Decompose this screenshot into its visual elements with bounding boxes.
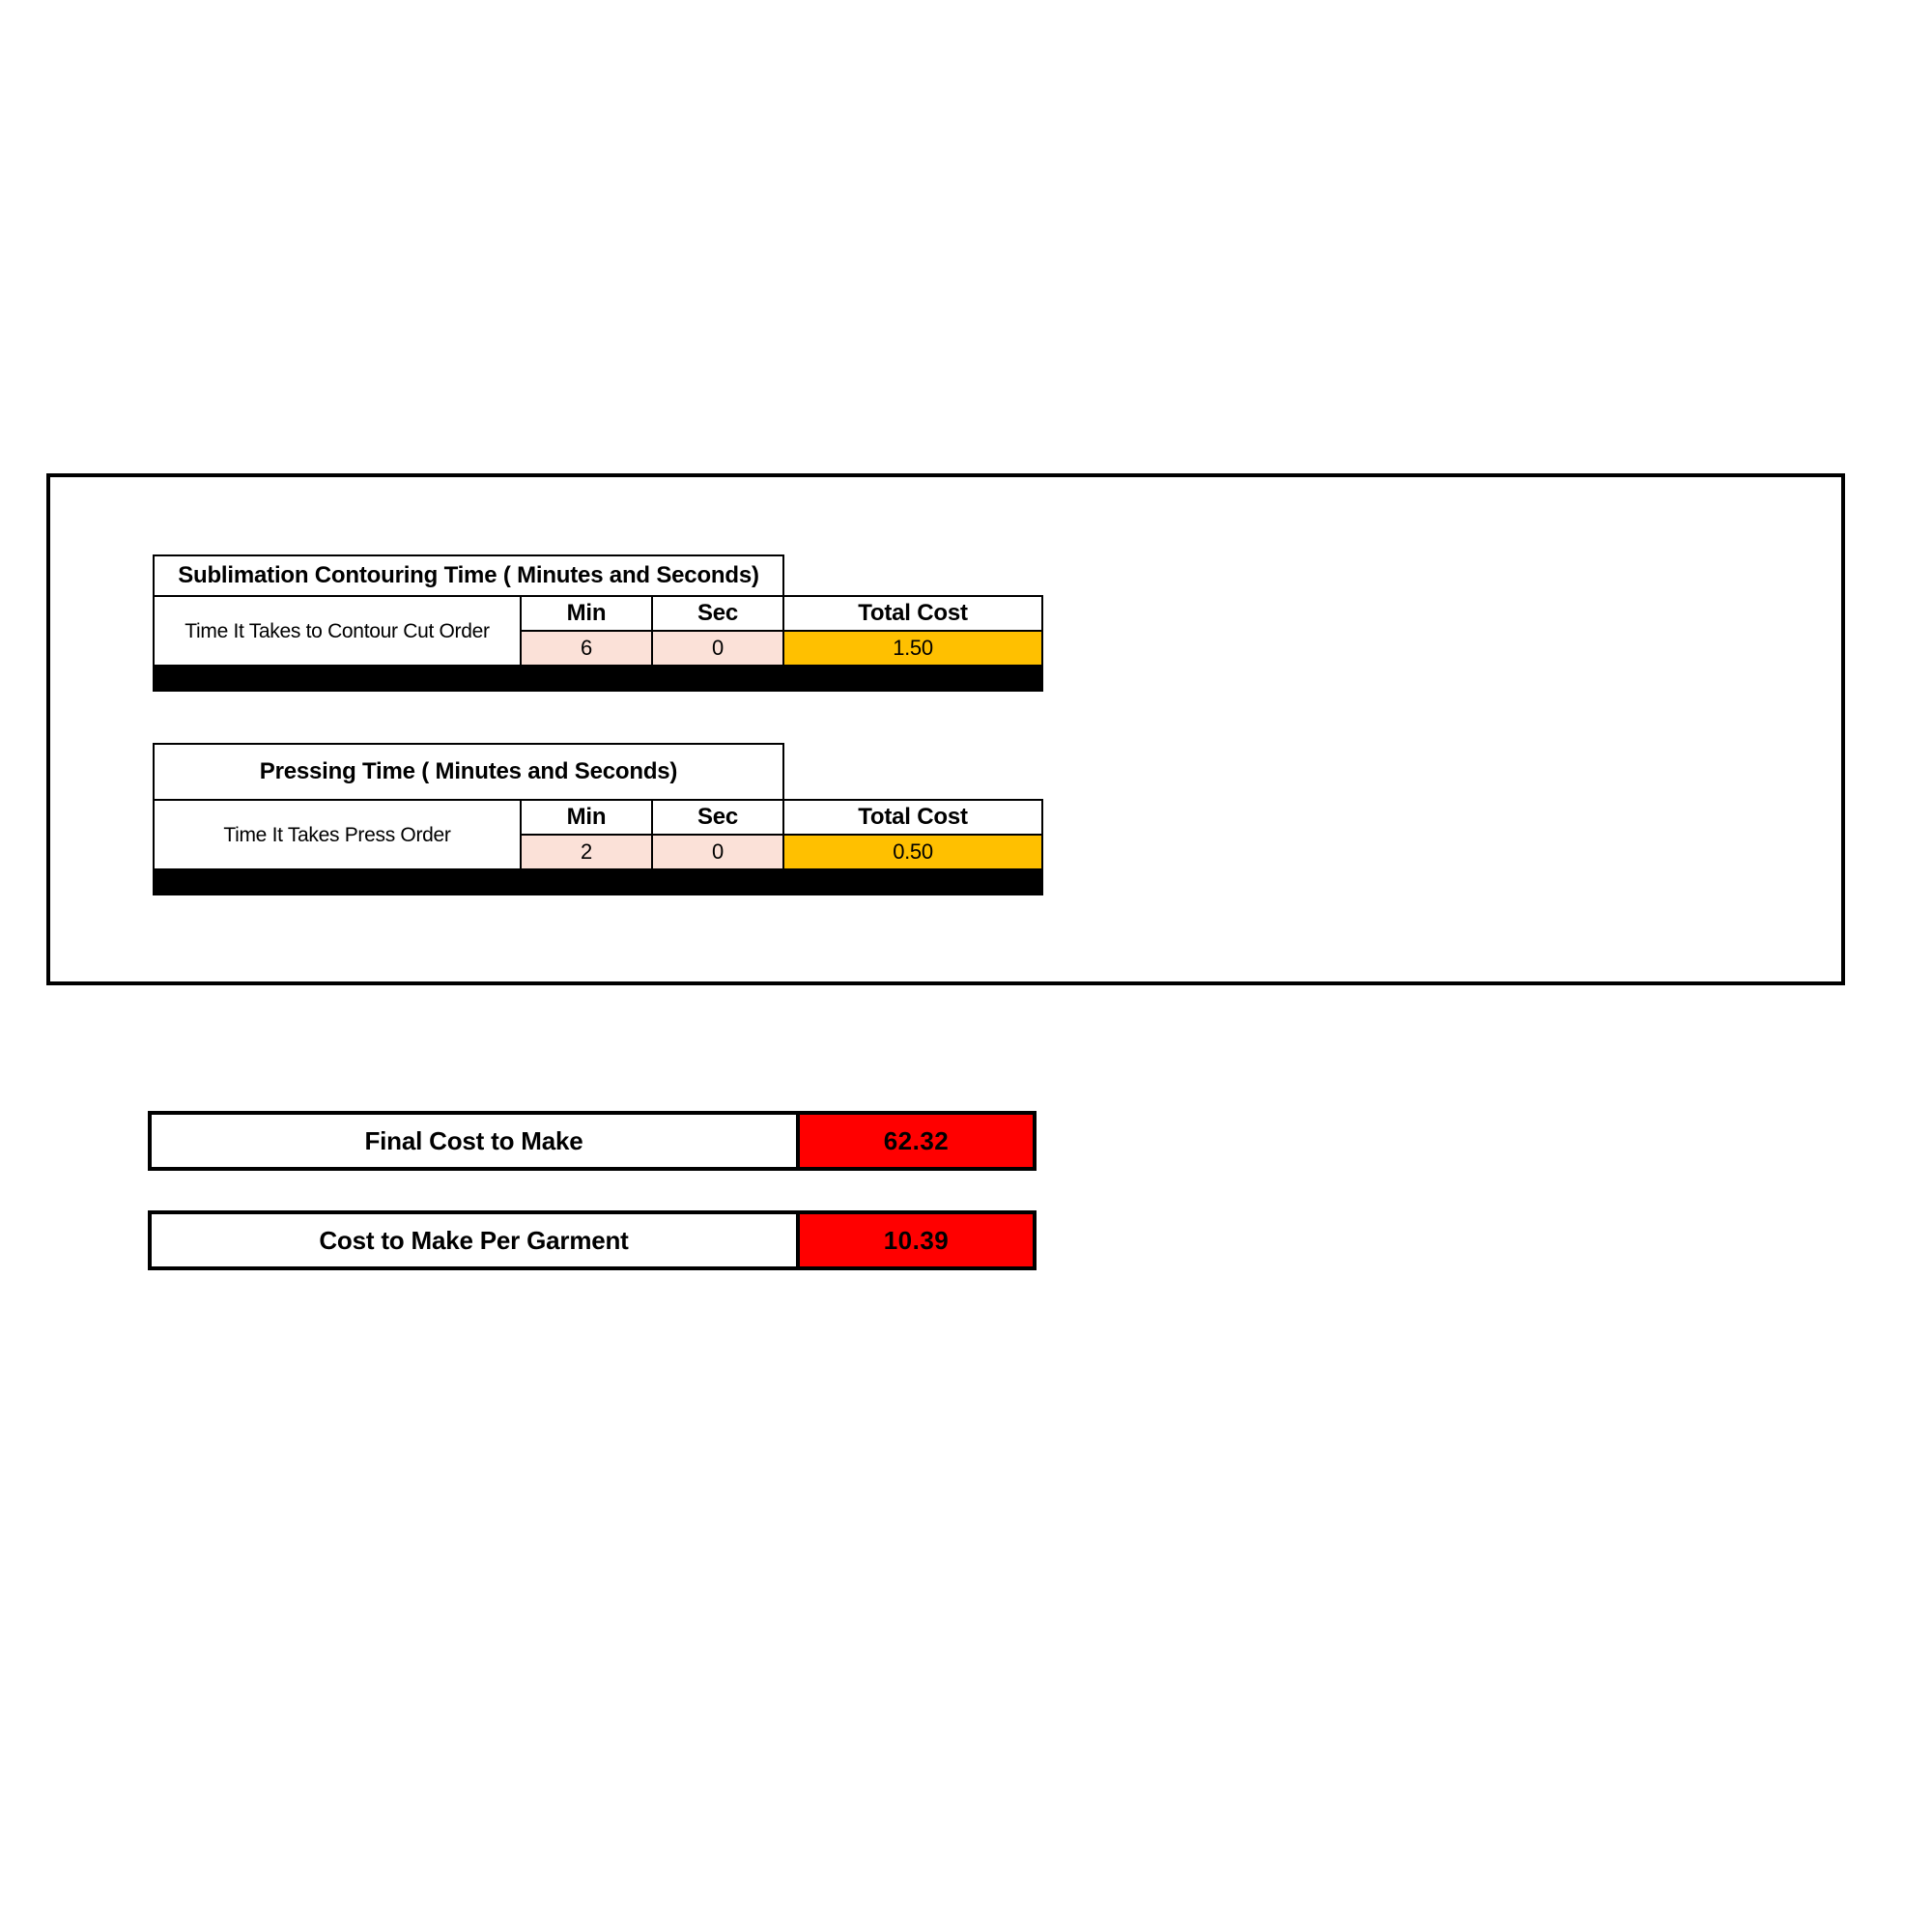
divider-cell <box>521 666 652 691</box>
cost-per-garment-label: Cost to Make Per Garment <box>319 1225 629 1255</box>
cost-inputs-panel <box>46 473 1845 985</box>
sublimation-sec-value[interactable]: 0 <box>652 631 783 666</box>
sublimation-contouring-time-table <box>153 554 1043 692</box>
divider-cell <box>521 869 652 895</box>
spacer-cell <box>783 555 1042 596</box>
final-cost-to-make-value: 62.32 <box>796 1115 1033 1167</box>
pressing-total-cost-value: 0.50 <box>783 835 1042 869</box>
table-row <box>154 596 1042 631</box>
sublimation-row-label: Time It Takes to Contour Cut Order <box>154 596 521 666</box>
table-row <box>154 744 1042 800</box>
sublimation-divider-bar <box>154 666 1042 691</box>
table-row <box>154 555 1042 596</box>
divider-cell <box>652 869 783 895</box>
column-header-sec: Sec <box>652 596 783 631</box>
spacer-cell <box>783 744 1042 800</box>
pressing-sec-value[interactable]: 0 <box>652 835 783 869</box>
column-header-min: Min <box>521 596 652 631</box>
final-cost-to-make-label: Final Cost to Make <box>364 1125 583 1155</box>
final-cost-to-make-row <box>148 1111 1037 1171</box>
table-row <box>154 800 1042 835</box>
cost-per-garment-value: 10.39 <box>796 1214 1033 1266</box>
column-header-total-cost: Total Cost <box>783 800 1042 835</box>
pressing-min-value[interactable]: 2 <box>521 835 652 869</box>
column-header-sec: Sec <box>652 800 783 835</box>
divider-cell <box>783 869 1042 895</box>
divider-cell <box>652 666 783 691</box>
divider-cell <box>783 666 1042 691</box>
sublimation-min-value[interactable]: 6 <box>521 631 652 666</box>
column-header-min: Min <box>521 800 652 835</box>
divider-cell <box>154 666 521 691</box>
pressing-divider-bar <box>154 869 1042 895</box>
divider-cell <box>154 869 521 895</box>
cost-per-garment-row <box>148 1210 1037 1270</box>
column-header-total-cost: Total Cost <box>783 596 1042 631</box>
sublimation-total-cost-value: 1.50 <box>783 631 1042 666</box>
sublimation-block-title: Sublimation Contouring Time ( Minutes and Seconds) <box>154 555 783 596</box>
pressing-time-table <box>153 743 1043 895</box>
pressing-block-title: Pressing Time ( Minutes and Seconds) <box>154 744 783 800</box>
pressing-row-label: Time It Takes Press Order <box>154 800 521 869</box>
